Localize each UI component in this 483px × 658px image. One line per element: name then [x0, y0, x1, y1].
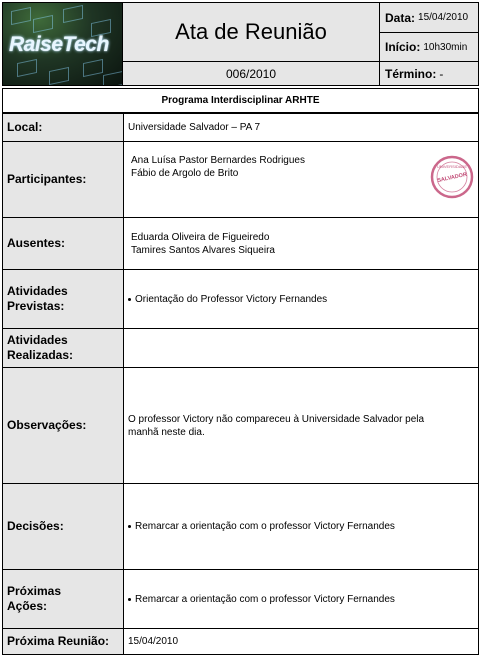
raisetech-logo: [2, 2, 123, 86]
date-label: Data:: [385, 10, 416, 25]
row-participants: [2, 142, 479, 218]
row-next-meeting: [2, 629, 479, 655]
next-action-item: Remarcar a orientação com o professor Victory Fernandes: [135, 593, 395, 605]
participants-label: Participantes:: [7, 172, 87, 186]
row-absent: [2, 218, 479, 270]
bullet-icon: [128, 298, 131, 301]
participant-item: Ana Luísa Pastor Bernardes Rodrigues: [131, 155, 305, 166]
row-local: [2, 113, 479, 142]
absent-item: Tamires Santos Alvares Siqueira: [131, 244, 275, 256]
program-name: Programa Interdisciplinar ARHTE: [161, 95, 320, 106]
row-planned-activities: [2, 270, 479, 329]
row-notes: [2, 368, 479, 484]
local-label: Local:: [7, 120, 43, 134]
planned-activities-label: Atividades Previstas:: [7, 284, 68, 313]
start-time-cell: [379, 32, 479, 62]
done-activities-label: Atividades Realizadas:: [7, 333, 74, 362]
local-value: Universidade Salvador – PA 7: [128, 122, 261, 133]
program-title: [2, 88, 479, 113]
end-label: Término:: [385, 66, 437, 81]
planned-activity-item: Orientação do Professor Victory Fernandes: [135, 293, 328, 305]
date-cell: [379, 2, 479, 33]
bullet-icon: [128, 598, 131, 601]
notes-label: Observações:: [7, 418, 87, 432]
row-next-actions: [2, 570, 479, 629]
date-value: 15/04/2010: [418, 12, 469, 23]
end-value: -: [439, 66, 444, 81]
bullet-icon: [128, 525, 131, 528]
notes-line: O professor Victory não compareceu à Universidade Salvador pela: [128, 413, 425, 425]
svg-text:SALVADOR: SALVADOR: [436, 171, 468, 185]
minutes-number: [122, 61, 380, 86]
next-actions-label: Próximas Ações:: [7, 584, 62, 613]
next-meeting-value: 15/04/2010: [128, 636, 179, 647]
decision-item: Remarcar a orientação com o professor Victory Fernandes: [135, 521, 395, 532]
svg-text:UNIVERSIDADE: UNIVERSIDADE: [436, 164, 468, 169]
meeting-minutes-document: [2, 2, 479, 655]
notes-line: manhã neste dia.: [128, 426, 205, 438]
row-done-activities: [2, 329, 479, 368]
end-time-cell: [379, 61, 479, 86]
page-title: Ata de Reunião: [175, 19, 327, 44]
start-label: Início:: [385, 40, 421, 54]
minutes-number-value: 006/2010: [225, 66, 277, 81]
title-cell: [122, 2, 380, 62]
start-value: 10h30min: [423, 41, 468, 53]
university-seal-icon: [429, 154, 475, 200]
decisions-label: Decisões:: [7, 519, 64, 533]
header: [2, 2, 479, 86]
absent-item: Eduarda Oliveira de Figueiredo: [131, 231, 270, 243]
absent-label: Ausentes:: [7, 236, 66, 250]
next-meeting-label: Próxima Reunião:: [7, 634, 110, 648]
participant-item: Fábio de Argolo de Brito: [131, 168, 239, 179]
row-decisions: [2, 484, 479, 570]
logo-text: RaiseTech: [9, 33, 109, 56]
